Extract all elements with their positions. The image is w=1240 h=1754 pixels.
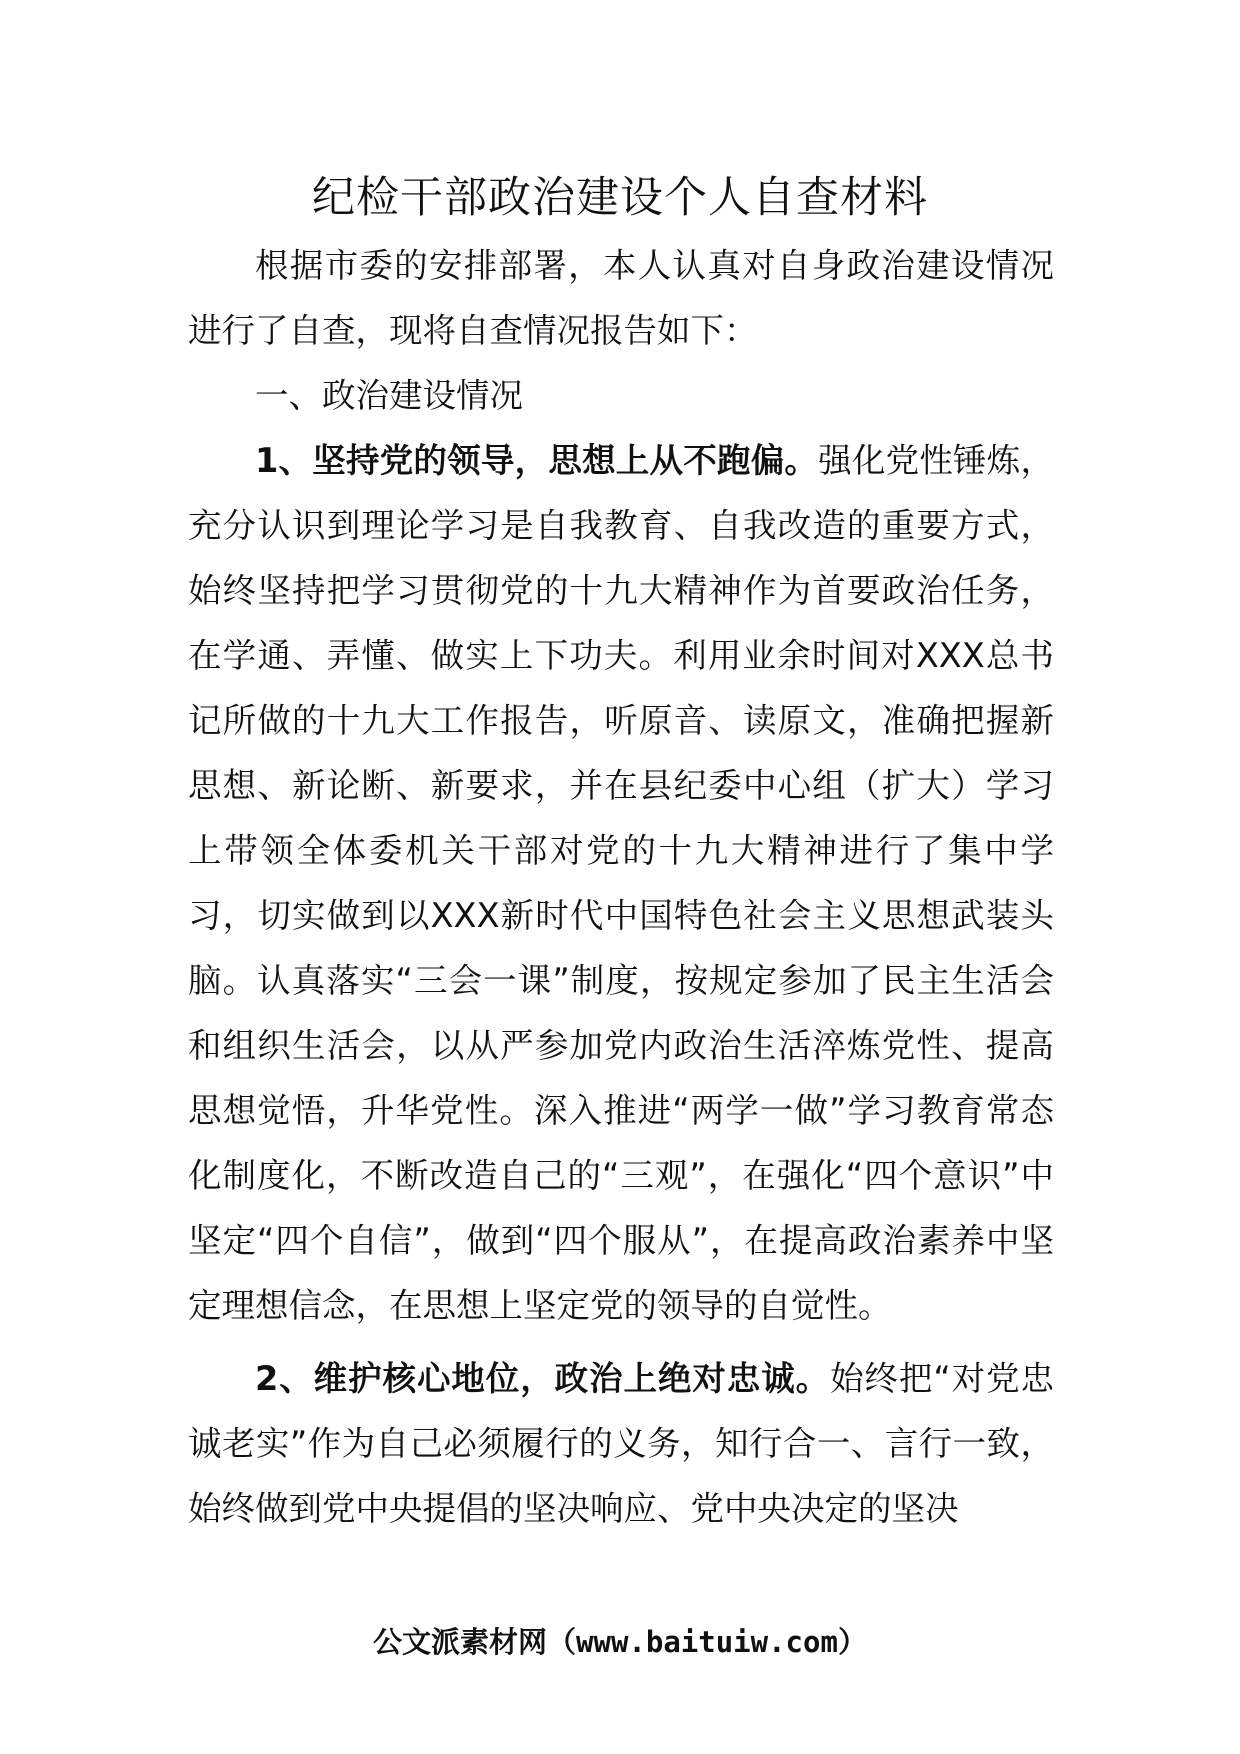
item-lead-1: 1、坚持党的领导，思想上从不跑偏。 — [255, 441, 819, 480]
footer-url: （www.baituiw.com） — [547, 1625, 867, 1659]
item-paragraph-2 — [188, 1346, 1054, 1541]
intro-paragraph: 根据市委的安排部署，本人认真对自身政治建设情况进行了自查，现将自查情况报告如下： — [188, 246, 1054, 350]
item-lead-2: 2、维护核心地位，政治上绝对忠诚。 — [255, 1359, 831, 1398]
footer-watermark — [0, 1622, 1240, 1662]
item-text-1: 强化党性锤炼，充分认识到理论学习是自我教育、自我改造的重要方式，始终坚持把学习贯彻党的十九大精神作为首要政治任务，在学通、弄懂、做实上下功夫。利用业余时间对XXX总书记所做的十九大工作报告，听原音、读原文，准确把握新思想、新论断、新要求，并在县纪委中心组（扩大）学习上带领全体委机关干部对党的十九大精神进行了集中学习，切实做到以XXX新时代中国特色社会主义思想武装头脑。认真落实“三会一课”制度，按规定参加了民主生活会和组织生活会，以从严参加党内政治生活淬炼党性、提高思想觉悟，升华党性。深入推进“两学一做”学习教育常态化制度化，不断改造自己的“三观”，在强化“四个意识”中坚定“四个自信”，做到“四个服从”，在提高政治素养中坚定理想信念，在思想上坚定党的领导的自觉性。 — [188, 441, 1055, 1325]
section-heading: 一、政治建设情况 — [255, 376, 523, 415]
item-text-2: 始终把“对党忠诚老实”作为自己必须履行的义务，知行合一、言行一致，始终做到党中央提倡的坚决响应、党中央决定的坚决 — [188, 1359, 1054, 1528]
document-body — [188, 233, 1054, 1541]
footer-site-name: 公文派素材网 — [373, 1625, 548, 1659]
document-title: 纪检干部政治建设个人自查材料 — [312, 173, 928, 223]
item-paragraph-1 — [188, 428, 1054, 1338]
